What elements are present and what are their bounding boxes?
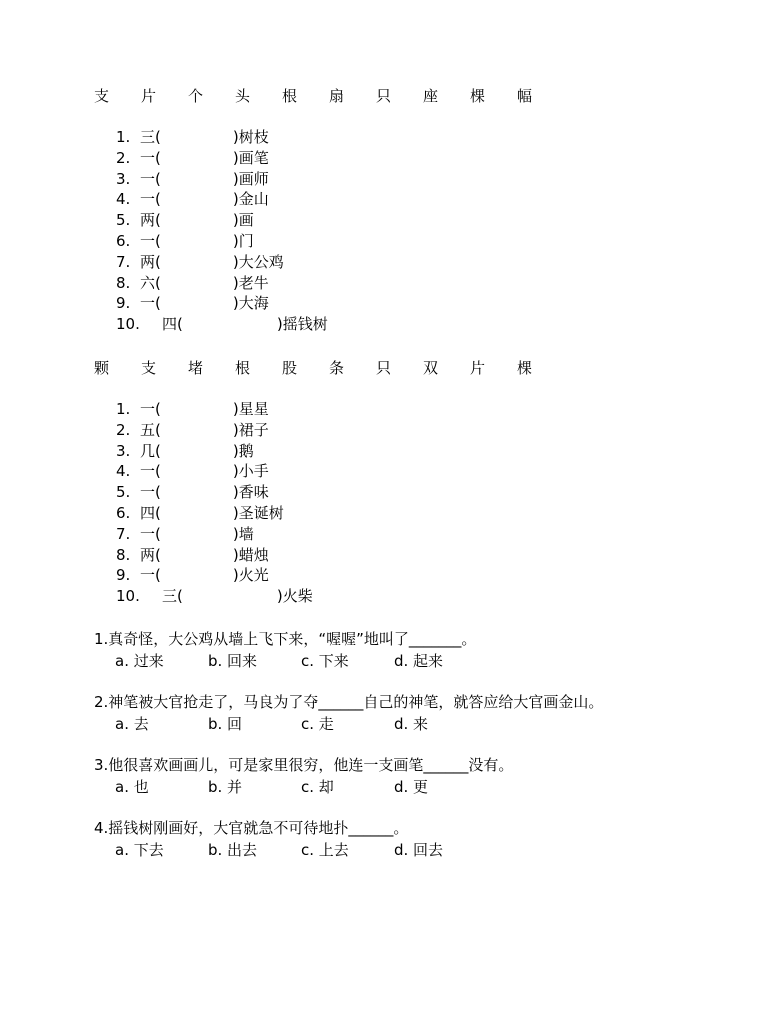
- list-item: [116, 524, 313, 545]
- word-bank-word: 扇: [329, 87, 345, 105]
- item-number: 8.: [116, 273, 131, 292]
- item-suffix: )门: [232, 231, 254, 250]
- item-suffix: )大公鸡: [232, 252, 284, 271]
- item-suffix: )墙: [232, 524, 254, 543]
- option-a[interactable]: a. 也: [115, 778, 149, 796]
- item-prefix: 两(: [140, 211, 161, 230]
- item-suffix: )树枝: [232, 128, 269, 146]
- list-item: [116, 399, 313, 420]
- item-number: 5.: [116, 211, 131, 230]
- list-item: [116, 189, 328, 210]
- list-item: [116, 565, 313, 586]
- item-number: 9.: [116, 566, 131, 585]
- item-prefix: 六(: [140, 273, 161, 292]
- option-b[interactable]: b. 回来: [208, 652, 258, 670]
- item-prefix: 一(: [140, 462, 161, 481]
- item-suffix: )星星: [232, 400, 269, 418]
- word-bank-word: 片: [470, 359, 486, 377]
- list-item: [116, 148, 328, 169]
- list-item: [116, 586, 313, 607]
- item-prefix: 一(: [140, 483, 161, 502]
- item-number: 2.: [116, 420, 131, 439]
- item-number: 4.: [116, 190, 131, 209]
- item-suffix: )裙子: [232, 420, 269, 439]
- question-4: [94, 817, 487, 861]
- item-prefix: 一(: [140, 400, 161, 418]
- item-number: 5.: [116, 483, 131, 502]
- item-prefix: 一(: [140, 169, 161, 188]
- list-item: [116, 545, 313, 566]
- question-2: [94, 691, 603, 735]
- item-prefix: 一(: [140, 566, 161, 585]
- list-item: [116, 503, 313, 524]
- option-d[interactable]: d. 起来: [394, 652, 444, 670]
- word-bank-word: 个: [188, 87, 204, 105]
- option-c[interactable]: c. 走: [301, 715, 334, 733]
- item-suffix: )香味: [232, 483, 269, 502]
- list-item: [116, 461, 313, 482]
- item-number: 1.: [116, 400, 131, 418]
- word-bank-word: 颗: [94, 359, 110, 377]
- item-number: 1.: [116, 128, 131, 146]
- question-text: 1.真奇怪，大公鸡从墙上飞下来，“喔喔”地叫了_______。: [94, 630, 477, 648]
- word-bank-word: 棵: [470, 87, 486, 105]
- question-1: [94, 628, 487, 672]
- word-bank-word: 堵: [188, 359, 204, 377]
- option-b[interactable]: b. 并: [208, 778, 243, 796]
- list-item: [116, 273, 328, 294]
- item-prefix: 一(: [140, 524, 161, 543]
- item-prefix: 几(: [140, 441, 161, 460]
- question-text: 4.摇钱树刚画好，大官就急不可待地扑______。: [94, 819, 409, 837]
- option-c[interactable]: c. 上去: [301, 841, 349, 859]
- item-prefix: 两(: [140, 545, 161, 564]
- list-item: [116, 252, 328, 273]
- word-bank-2: [94, 357, 564, 379]
- list-item: [116, 314, 328, 335]
- option-d[interactable]: d. 回去: [394, 841, 444, 859]
- item-number: 3.: [116, 169, 131, 188]
- word-bank-word: 支: [141, 359, 157, 377]
- word-bank-word: 支: [94, 87, 110, 105]
- question-options: [94, 650, 487, 672]
- item-number: 2.: [116, 148, 131, 167]
- item-suffix: )鹅: [232, 441, 254, 460]
- item-suffix: )火柴: [276, 587, 313, 606]
- option-a[interactable]: a. 下去: [115, 841, 164, 859]
- item-prefix: 一(: [140, 190, 161, 209]
- question-options: [94, 839, 487, 861]
- word-bank-word: 股: [282, 359, 298, 377]
- item-number: 10.: [116, 587, 140, 606]
- word-bank-word: 只: [376, 87, 392, 105]
- word-bank-word: 条: [329, 359, 345, 377]
- question-options: [94, 776, 513, 798]
- item-suffix: )火光: [232, 566, 269, 585]
- question-options: [94, 713, 603, 735]
- word-bank-1: [94, 85, 564, 107]
- item-number: 6.: [116, 503, 131, 522]
- item-prefix: 三(: [140, 128, 161, 146]
- list-item: [116, 231, 328, 252]
- option-c[interactable]: c. 却: [301, 778, 334, 796]
- word-bank-word: 双: [423, 359, 439, 377]
- item-prefix: 两(: [140, 252, 161, 271]
- measure-word-list-2: [116, 399, 313, 607]
- item-prefix: 四(: [162, 315, 183, 334]
- list-item: [116, 441, 313, 462]
- list-item: [116, 293, 328, 314]
- list-item: [116, 127, 328, 148]
- item-number: 7.: [116, 524, 131, 543]
- option-a[interactable]: a. 去: [115, 715, 149, 733]
- word-bank-word: 头: [235, 87, 251, 105]
- item-suffix: )画笔: [232, 148, 269, 167]
- option-b[interactable]: b. 回: [208, 715, 243, 733]
- list-item: [116, 482, 313, 503]
- item-suffix: )摇钱树: [276, 315, 328, 334]
- option-a[interactable]: a. 过来: [115, 652, 164, 670]
- item-suffix: )老牛: [232, 273, 269, 292]
- option-d[interactable]: d. 来: [394, 715, 429, 733]
- item-prefix: 一(: [140, 294, 161, 313]
- item-suffix: )金山: [232, 190, 269, 209]
- item-suffix: )圣诞树: [232, 503, 284, 522]
- word-bank-word: 只: [376, 359, 392, 377]
- question-text: 3.他很喜欢画画儿，可是家里很穷，他连一支画笔______没有。: [94, 756, 514, 774]
- measure-word-list-1: [116, 127, 328, 335]
- item-suffix: )小手: [232, 462, 269, 481]
- question-3: [94, 754, 513, 798]
- item-prefix: 一(: [140, 148, 161, 167]
- list-item: [116, 420, 313, 441]
- item-number: 6.: [116, 231, 131, 250]
- item-number: 8.: [116, 545, 131, 564]
- word-bank-word: 座: [423, 87, 439, 105]
- item-prefix: 一(: [140, 231, 161, 250]
- item-number: 10.: [116, 315, 140, 334]
- item-suffix: )画: [232, 211, 254, 230]
- option-b[interactable]: b. 出去: [208, 841, 258, 859]
- item-suffix: )蜡烛: [232, 545, 269, 564]
- item-number: 7.: [116, 252, 131, 271]
- item-suffix: )画师: [232, 169, 269, 188]
- item-prefix: 三(: [162, 587, 183, 606]
- word-bank-word: 根: [235, 359, 251, 377]
- question-text: 2.神笔被大官抢走了，马良为了夺______自己的神笔，就答应给大官画金山。: [94, 693, 604, 711]
- item-prefix: 四(: [140, 503, 161, 522]
- word-bank-word: 片: [141, 87, 157, 105]
- option-c[interactable]: c. 下来: [301, 652, 349, 670]
- word-bank-word: 幅: [517, 87, 533, 105]
- word-bank-word: 根: [282, 87, 298, 105]
- option-d[interactable]: d. 更: [394, 778, 429, 796]
- item-number: 4.: [116, 462, 131, 481]
- item-prefix: 五(: [140, 420, 161, 439]
- item-number: 9.: [116, 294, 131, 313]
- list-item: [116, 210, 328, 231]
- list-item: [116, 169, 328, 190]
- item-number: 3.: [116, 441, 131, 460]
- word-bank-word: 棵: [517, 359, 533, 377]
- item-suffix: )大海: [232, 294, 269, 313]
